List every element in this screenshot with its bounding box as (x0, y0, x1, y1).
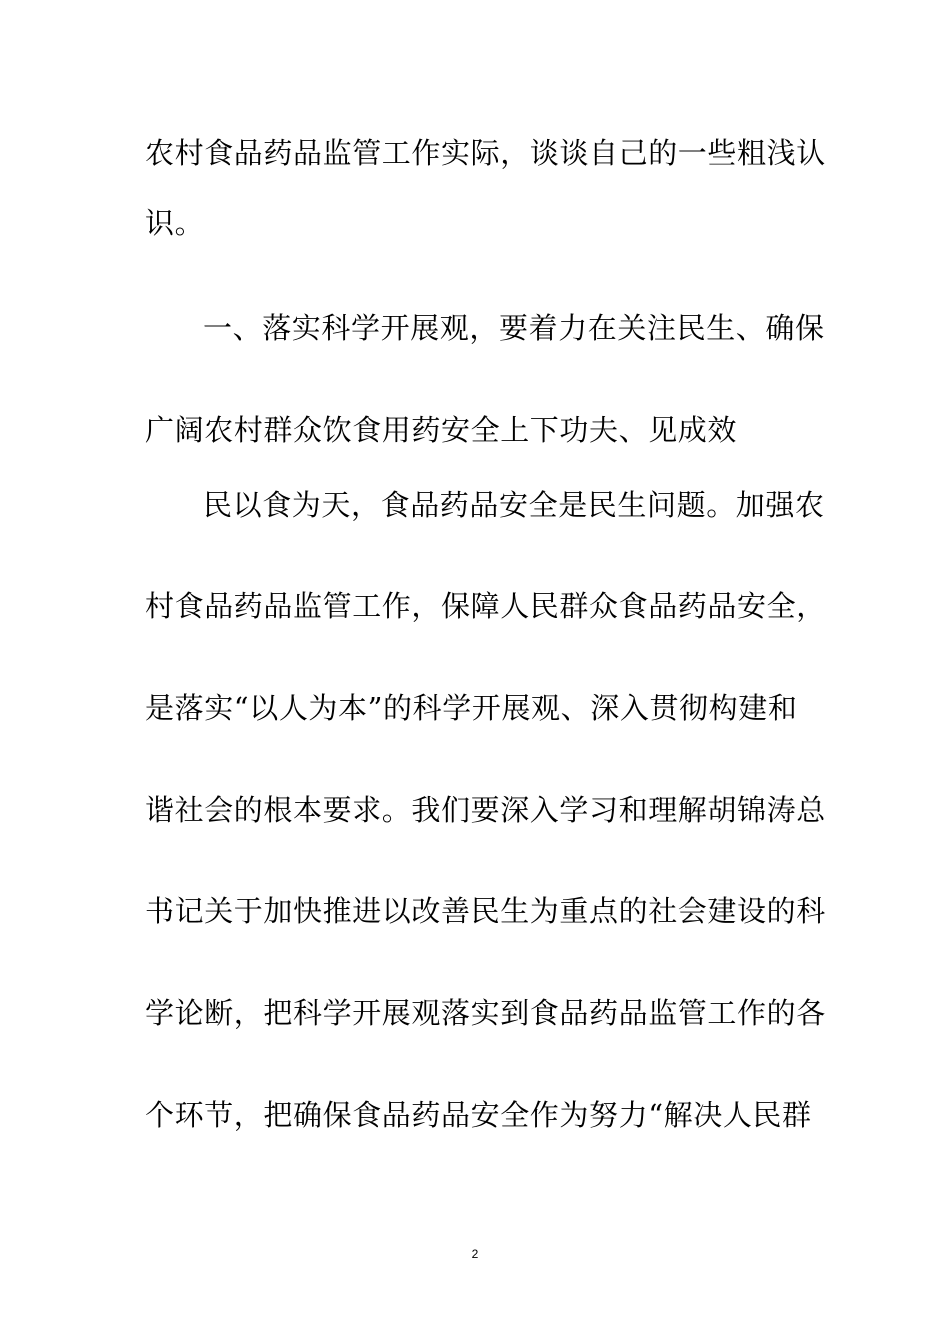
body-text-line: 书记关于加快推进以改善民生为重点的社会建设的科 (145, 894, 826, 928)
section-heading-line: 一、落实科学开展观，要着力在关注民生、确保 (203, 311, 825, 345)
body-text-line: 农村食品药品监管工作实际，谈谈自己的一些粗浅认 (145, 136, 826, 170)
body-text-line: 谐社会的根本要求。我们要深入学习和理解胡锦涛总 (145, 793, 826, 827)
body-text-line: 个环节，把确保食品药品安全作为努力“解决人民群 (145, 1098, 812, 1132)
body-text-line: 学论断，把科学开展观落实到食品药品监管工作的各 (145, 996, 826, 1030)
body-text-line: 民以食为天，食品药品安全是民生问题。加强农 (203, 488, 825, 522)
body-text-line: 是落实“以人为本”的科学开展观、深入贯彻构建和 (145, 691, 798, 725)
section-heading-line: 广阔农村群众饮食用药安全上下功夫、见成效 (145, 413, 738, 447)
body-text-line: 村食品药品监管工作，保障人民群众食品药品安全， (145, 589, 826, 623)
body-text-line: 识。 (145, 206, 205, 240)
page-number: 2 (471, 1247, 479, 1261)
